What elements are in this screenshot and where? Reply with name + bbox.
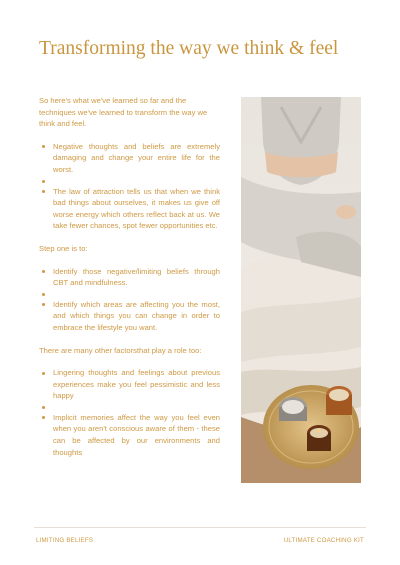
list-item: Identify those negative/limiting beliefs through CBT and mindfulness. bbox=[39, 266, 220, 289]
bullet-list-1 bbox=[39, 141, 220, 232]
footer-divider bbox=[34, 527, 366, 528]
footer-right-label: ULTIMATE COACHING KIT bbox=[283, 537, 364, 544]
list-item: Identify which areas are affecting you the most, and which things you can change in order to embrace the lifestyle you want. bbox=[39, 299, 220, 334]
meditation-photo bbox=[241, 97, 361, 483]
intro-paragraph: So here's what we've learned so far and the techniques we've learned to transform the way we think and feel. bbox=[39, 96, 208, 129]
list-item: Implicit memories affect the way you feel even when you aren't conscious aware of them - these can be affected by our environments and thoughts bbox=[39, 412, 220, 458]
bullet-list-3 bbox=[39, 367, 220, 458]
step-one-heading: Step one is to: bbox=[39, 243, 88, 253]
footer-left-label: LIMITING BELIEFS bbox=[36, 537, 94, 544]
other-factors-heading: There are many other factorsthat play a role too: bbox=[39, 345, 202, 355]
bullet-list-2 bbox=[39, 266, 220, 334]
list-item: The law of attraction tells us that when we think bad things about ourselves, it makes us give off worse energy which others reflect back at us. We take fewer chances, spot fewer opportunities etc. bbox=[39, 186, 220, 232]
list-item: Negative thoughts and beliefs are extremely damaging and change your entire life for the worst. bbox=[39, 141, 220, 176]
body-text bbox=[39, 95, 220, 458]
list-item: Lingering thoughts and feelings about previous experiences make you feel pessimistic and less happy bbox=[39, 367, 220, 402]
page-title: Transforming the way we think & feel bbox=[39, 38, 339, 59]
